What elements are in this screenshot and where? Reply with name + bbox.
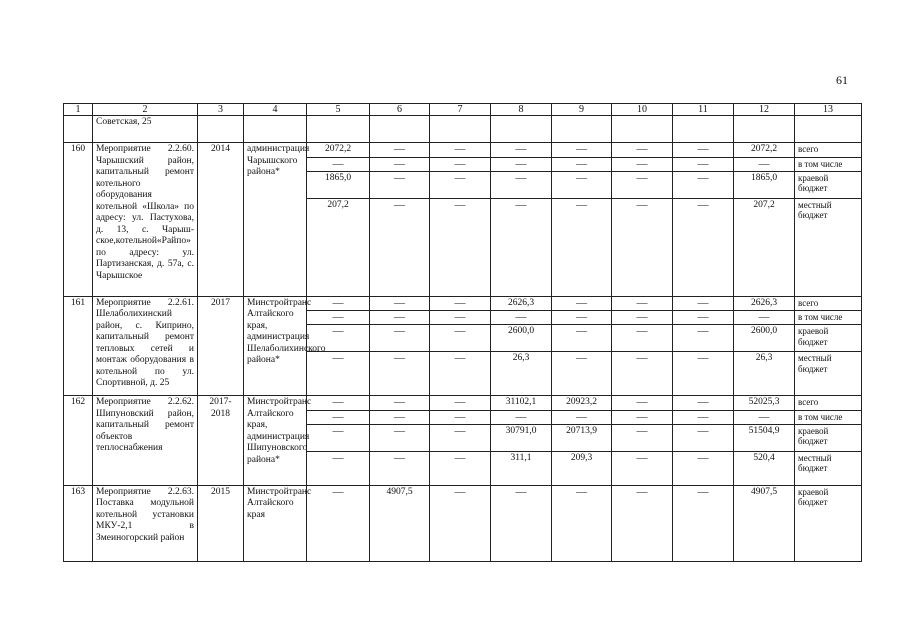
cell-col8: — <box>491 198 552 296</box>
cell-col8: 26,3 <box>491 352 552 396</box>
cell-col7: — <box>430 396 491 411</box>
header-cell: 2 <box>93 104 198 116</box>
header-cell: 1 <box>64 104 93 116</box>
cell-col10: — <box>612 451 673 485</box>
header-cell: 5 <box>307 104 370 116</box>
header-cell: 12 <box>734 104 795 116</box>
cell-col9: — <box>552 296 612 311</box>
cell-col9: 209,3 <box>552 451 612 485</box>
carry-row <box>64 116 862 143</box>
cell-col8: — <box>491 157 552 171</box>
row-number: 160 <box>64 143 93 297</box>
row-number: 161 <box>64 296 93 396</box>
cell-label: краевой бюджет <box>795 171 862 198</box>
cell-col11: — <box>673 311 734 325</box>
cell-col12: — <box>734 410 795 424</box>
cell-col5: — <box>307 424 370 451</box>
row-number: 162 <box>64 396 93 486</box>
cell-col9: — <box>552 325 612 352</box>
cell-col11: — <box>673 296 734 311</box>
cell-col5: — <box>307 325 370 352</box>
cell-col11: — <box>673 410 734 424</box>
cell-col12: 2626,3 <box>734 296 795 311</box>
cell-col7: — <box>430 171 491 198</box>
cell-col8: 2600,0 <box>491 325 552 352</box>
cell-col10: — <box>612 171 673 198</box>
cell-col8: — <box>491 410 552 424</box>
cell-col5: 207,2 <box>307 198 370 296</box>
table-row <box>64 485 862 561</box>
cell-col9: 20923,2 <box>552 396 612 411</box>
cell-col11: — <box>673 396 734 411</box>
cell-col6: — <box>370 296 430 311</box>
cell-col5: — <box>307 352 370 396</box>
cell-col9: 20713,9 <box>552 424 612 451</box>
row-description: Мероприятие 2.2.61. Шелаболихинский район, с. Киприно, капитальный ремонт тепловых сетей и монтаж оборудования в котельной по ул. Спортивной, д. 25 <box>93 296 198 396</box>
cell-label: краевой бюджет <box>795 485 862 561</box>
cell-col10: — <box>612 157 673 171</box>
cell-col11: — <box>673 485 734 561</box>
cell-label: всего <box>795 143 862 158</box>
row-executor: Минстройтранс Алтайского края <box>244 485 307 561</box>
cell-col11: — <box>673 171 734 198</box>
header-cell: 10 <box>612 104 673 116</box>
cell-col12: 26,3 <box>734 352 795 396</box>
cell-col10: — <box>612 424 673 451</box>
cell-col11: — <box>673 451 734 485</box>
row-year: 2014 <box>198 143 244 297</box>
cell-col8: — <box>491 485 552 561</box>
cell-col10: — <box>612 143 673 158</box>
cell-col6: — <box>370 325 430 352</box>
cell-col6: — <box>370 451 430 485</box>
program-table <box>63 103 862 562</box>
cell-col8: — <box>491 171 552 198</box>
header-row <box>64 104 862 116</box>
cell-col5: 2072,2 <box>307 143 370 158</box>
cell-col9: — <box>552 352 612 396</box>
cell-col9: — <box>552 143 612 158</box>
row-description: Мероприятие 2.2.63. Поставка модульной котельной установки МКУ-2,1 в Змеиногорский район <box>93 485 198 561</box>
cell-label: местный бюджет <box>795 451 862 485</box>
cell-col6: — <box>370 396 430 411</box>
cell-col11: — <box>673 424 734 451</box>
cell-label: в том числе <box>795 157 862 171</box>
cell-col7: — <box>430 157 491 171</box>
cell-col9: — <box>552 410 612 424</box>
header-cell: 8 <box>491 104 552 116</box>
cell-col6: — <box>370 171 430 198</box>
cell-label: всего <box>795 396 862 411</box>
table-row <box>64 396 862 411</box>
cell-col9: — <box>552 485 612 561</box>
cell-col6: — <box>370 311 430 325</box>
cell-col10: — <box>612 396 673 411</box>
cell-col11: — <box>673 157 734 171</box>
cell-label: местный бюджет <box>795 352 862 396</box>
cell-col11: — <box>673 143 734 158</box>
cell-col8: 311,1 <box>491 451 552 485</box>
row-description: Мероприятие 2.2.62. Шипуновский район, капитальный ремонт объектов теплоснабжения <box>93 396 198 486</box>
header-cell: 6 <box>370 104 430 116</box>
cell-col6: 4907,5 <box>370 485 430 561</box>
cell-col6: — <box>370 143 430 158</box>
cell-col5: — <box>307 485 370 561</box>
cell-col8: 30791,0 <box>491 424 552 451</box>
cell-col7: — <box>430 143 491 158</box>
row-number: 163 <box>64 485 93 561</box>
header-cell: 11 <box>673 104 734 116</box>
header-cell: 3 <box>198 104 244 116</box>
cell-col7: — <box>430 424 491 451</box>
header-cell: 9 <box>552 104 612 116</box>
header-cell: 13 <box>795 104 862 116</box>
cell-col11: — <box>673 325 734 352</box>
cell-col8: — <box>491 143 552 158</box>
cell-col6: — <box>370 157 430 171</box>
table-row <box>64 296 862 311</box>
cell-col10: — <box>612 410 673 424</box>
cell-col12: — <box>734 157 795 171</box>
cell-col10: — <box>612 485 673 561</box>
cell-col6: — <box>370 410 430 424</box>
cell-col8: 31102,1 <box>491 396 552 411</box>
cell-label: в том числе <box>795 311 862 325</box>
cell-col11: — <box>673 352 734 396</box>
row-executor: администрация Чарышского района* <box>244 143 307 297</box>
carry-text: Советская, 25 <box>93 116 198 143</box>
cell-col8: 2626,3 <box>491 296 552 311</box>
cell-col7: — <box>430 325 491 352</box>
cell-col8: — <box>491 311 552 325</box>
cell-col12: 207,2 <box>734 198 795 296</box>
cell-col5: — <box>307 396 370 411</box>
cell-col12: — <box>734 311 795 325</box>
cell-col11: — <box>673 198 734 296</box>
cell-col9: — <box>552 171 612 198</box>
cell-col6: — <box>370 424 430 451</box>
row-year: 2017 <box>198 296 244 396</box>
cell-col12: 520,4 <box>734 451 795 485</box>
cell-col5: — <box>307 157 370 171</box>
cell-col10: — <box>612 198 673 296</box>
row-executor: Минстройтранс Алтайского края, администрация Шелаболихинского района* <box>244 296 307 396</box>
cell-col9: — <box>552 311 612 325</box>
row-executor: Минстройтранс Алтайского края, администрация Шипуновского района* <box>244 396 307 486</box>
cell-label: всего <box>795 296 862 311</box>
cell-col5: 1865,0 <box>307 171 370 198</box>
header-cell: 7 <box>430 104 491 116</box>
cell-col7: — <box>430 485 491 561</box>
cell-col7: — <box>430 296 491 311</box>
table-row <box>64 143 862 158</box>
cell-col10: — <box>612 325 673 352</box>
cell-label: в том числе <box>795 410 862 424</box>
cell-col10: — <box>612 352 673 396</box>
cell-col10: — <box>612 311 673 325</box>
row-year: 2015 <box>198 485 244 561</box>
header-cell: 4 <box>244 104 307 116</box>
cell-col5: — <box>307 451 370 485</box>
cell-col7: — <box>430 451 491 485</box>
cell-col12: 4907,5 <box>734 485 795 561</box>
cell-label: местный бюджет <box>795 198 862 296</box>
row-description: Мероприятие 2.2.60. Чарышский район, капитальный ремонт котельного оборудования котельной «Школа» по адресу: ул. Пастухова, д. 13, с. Чарыш-ское,котельной«Райпо» по адресу: ул. Партизанская, д. 57а, с. Чарышское <box>93 143 198 297</box>
cell-col10: — <box>612 296 673 311</box>
cell-col9: — <box>552 198 612 296</box>
cell-col12: 1865,0 <box>734 171 795 198</box>
page-number: 61 <box>836 73 848 87</box>
cell-col5: — <box>307 296 370 311</box>
cell-label: краевой бюджет <box>795 424 862 451</box>
cell-col12: 51504,9 <box>734 424 795 451</box>
cell-col9: — <box>552 157 612 171</box>
cell-col12: 2072,2 <box>734 143 795 158</box>
cell-col7: — <box>430 311 491 325</box>
cell-col12: 52025,3 <box>734 396 795 411</box>
cell-col5: — <box>307 410 370 424</box>
cell-col12: 2600,0 <box>734 325 795 352</box>
cell-col6: — <box>370 198 430 296</box>
cell-col7: — <box>430 352 491 396</box>
cell-col6: — <box>370 352 430 396</box>
row-year: 2017-2018 <box>198 396 244 486</box>
cell-col7: — <box>430 198 491 296</box>
cell-col7: — <box>430 410 491 424</box>
cell-label: краевой бюджет <box>795 325 862 352</box>
cell-col5: — <box>307 311 370 325</box>
